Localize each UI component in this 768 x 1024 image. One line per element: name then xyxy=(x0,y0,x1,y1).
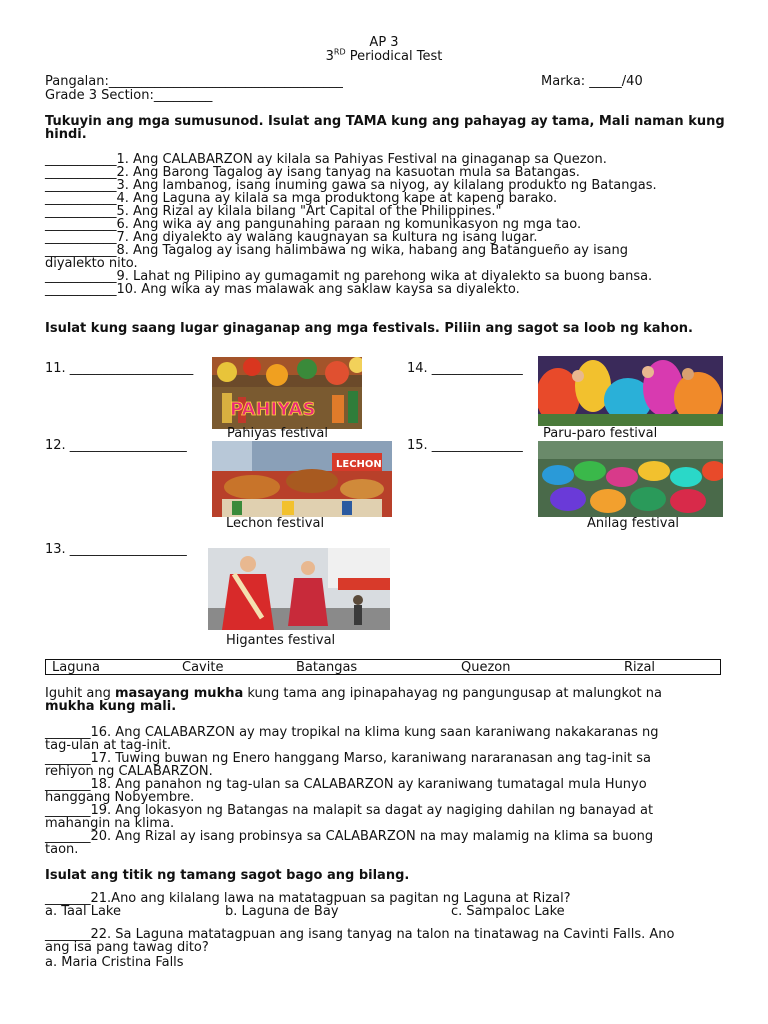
answer-blank-12[interactable]: 12. __________________ xyxy=(45,438,187,453)
list-item: diyalekto nito. xyxy=(45,256,138,271)
part2-instruction: Isulat kung saang lugar ginaganap ang mga festivals. Piliin ang sagot sa loob ng kahon. xyxy=(45,321,693,336)
answer-blank-13[interactable]: 13. __________________ xyxy=(45,542,187,557)
list-item: ___________9. Lahat ng Pilipino ay gumagamit ng parehong wika at diyalekto sa buong bansa. xyxy=(45,269,653,284)
pahiyas-festival-photo xyxy=(212,357,362,429)
caption-pahiyas: Pahiyas festival xyxy=(227,426,328,441)
choice-laguna: Laguna xyxy=(52,660,100,675)
part3-instruction-cont: mukha kung mali. xyxy=(45,699,177,714)
paruparo-festival-photo xyxy=(538,356,723,426)
pahiyas-sign: PAHIYAS xyxy=(230,399,316,420)
question-22: _______22. Sa Laguna matatagpuan ang isang tanyag na talon na tinatawag na Cavinti Falls. Ano xyxy=(45,927,675,942)
section-field[interactable]: Grade 3 Section:_________ xyxy=(45,88,213,103)
caption-paruparo: Paru-paro festival xyxy=(543,426,658,441)
score-field[interactable]: Marka: _____/40 xyxy=(541,74,643,89)
list-item: _______18. Ang panahon ng tag-ulan sa CALABARZON ay karaniwang tumatagal mula Hunyo xyxy=(45,777,647,792)
answer-blank-15[interactable]: 15. ______________ xyxy=(407,438,523,453)
test-title: 3RD Periodical Test xyxy=(325,47,443,64)
choice-rizal: Rizal xyxy=(624,660,656,675)
list-item: _______17. Tuwing buwan ng Enero hanggang Marso, karaniwang nararanasan ang tag-init sa xyxy=(45,751,651,766)
list-item: rehiyon ng CALABARZON. xyxy=(45,764,213,779)
choice-batangas: Batangas xyxy=(296,660,358,675)
anilag-festival-photo xyxy=(538,441,723,517)
q21-option-b: b. Laguna de Bay xyxy=(225,904,339,919)
q21-option-a: a. Taal Lake xyxy=(45,904,121,919)
list-item: hanggang Nobyembre. xyxy=(45,790,195,805)
name-field[interactable]: Pangalan:____________________________________ xyxy=(45,74,343,89)
caption-lechon: Lechon festival xyxy=(226,516,325,531)
list-item: ___________6. Ang wika ay ang pangunahing paraan ng komunikasyon ng mga tao. xyxy=(45,217,582,232)
list-item: _______19. Ang lokasyon ng Batangas na malapit sa dagat ay nagiging dahilan ng banayad at xyxy=(45,803,654,818)
part1-instruction: Tukuyin ang mga sumusunod. Isulat ang TAMA kung ang pahayag ay tama, Mali naman kung hindi. xyxy=(45,114,725,142)
higantes-festival-photo xyxy=(208,548,390,630)
list-item: ___________4. Ang Laguna ay kilala sa mga produktong kape at kapeng barako. xyxy=(45,191,558,206)
part4-instruction: Isulat ang titik ng tamang sagot bago ang bilang. xyxy=(45,868,410,883)
answer-blank-11[interactable]: 11. ___________________ xyxy=(45,361,194,376)
lechon-sign: LECHON xyxy=(336,459,382,470)
list-item: tag-ulan at tag-init. xyxy=(45,738,172,753)
choice-cavite: Cavite xyxy=(182,660,224,675)
list-item: taon. xyxy=(45,842,79,857)
list-item: ___________10. Ang wika ay mas malawak ang saklaw kaysa sa diyalekto. xyxy=(45,282,520,297)
list-item: ___________7. Ang diyalekto ay walang kaugnayan sa kultura ng isang lugar. xyxy=(45,230,538,245)
list-item: _______16. Ang CALABARZON ay may tropikal na klima kung saan karaniwang nakakaranas ng xyxy=(45,725,659,740)
answer-blank-14[interactable]: 14. ______________ xyxy=(407,361,523,376)
q22-option-a: a. Maria Cristina Falls xyxy=(45,955,184,970)
choice-quezon: Quezon xyxy=(461,660,511,675)
question-21: _______21.Ano ang kilalang lawa na matatagpuan sa pagitan ng Laguna at Rizal? xyxy=(45,891,571,906)
q21-option-c: c. Sampaloc Lake xyxy=(451,904,565,919)
caption-anilag: Anilag festival xyxy=(587,516,680,531)
list-item: mahangin na klima. xyxy=(45,816,175,831)
list-item: ___________1. Ang CALABARZON ay kilala sa Pahiyas Festival na ginaganap sa Quezon. xyxy=(45,152,607,167)
list-item: ___________5. Ang Rizal ay kilala bilang "Art Capital of the Philippines." xyxy=(45,204,502,219)
lechon-festival-photo xyxy=(212,441,392,517)
list-item: ___________2. Ang Barong Tagalog ay isang tanyag na kasuotan mula sa Batangas. xyxy=(45,165,580,180)
list-item: _______20. Ang Rizal ay isang probinsya sa CALABARZON na may malamig na klima sa buong xyxy=(45,829,654,844)
question-22-cont: ang isa pang tawag dito? xyxy=(45,940,209,955)
subject-title: AP 3 xyxy=(369,35,399,50)
list-item: ___________3. Ang lambanog, isang inuming gawa sa niyog, ay kilalang produkto ng Batangas. xyxy=(45,178,657,193)
choices-box xyxy=(45,659,721,675)
list-item: ___________8. Ang Tagalog ay isang halimbawa ng wika, habang ang Batangueño ay isang xyxy=(45,243,628,258)
caption-higantes: Higantes festival xyxy=(226,633,336,648)
part3-instruction: Iguhit ang masayang mukha kung tama ang ipinapahayag ng pangungusap at malungkot na xyxy=(45,686,662,701)
